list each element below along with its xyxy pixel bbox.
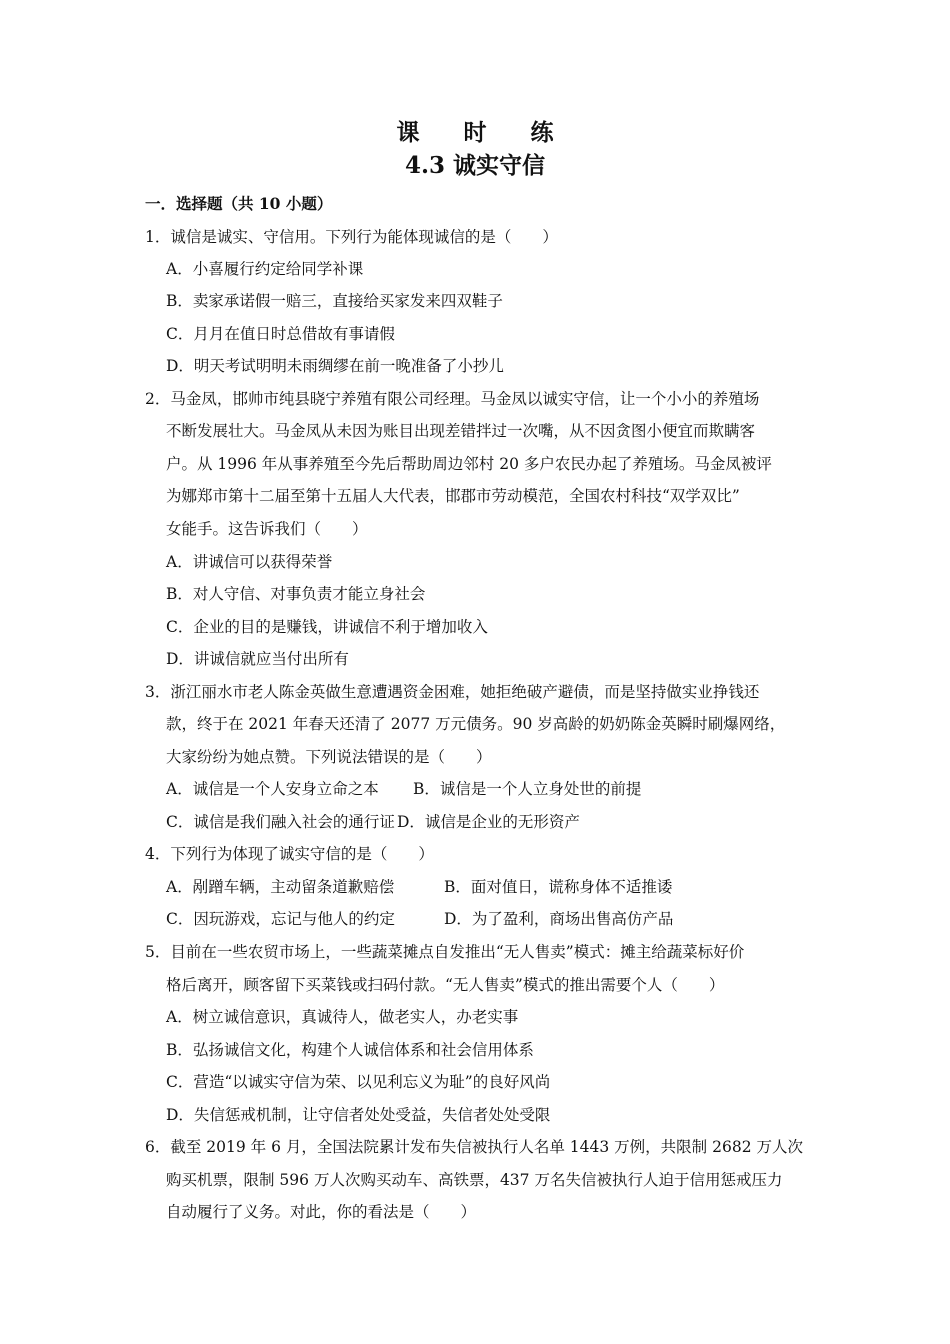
question-5-stem-line-2: 格后离开，顾客留下买菜钱或扫码付款。“无人售卖”模式的推出需要个人（ ） <box>166 976 725 994</box>
question-5-option-c: C．营造“以诚实守信为荣、以见利忘义为耻”的良好风尚 <box>166 1073 551 1091</box>
question-6-stem-line-1: 6．截至 2019 年 6 月，全国法院累计发布失信被执行人名单 1443 万例，共限制 2682 万人次 <box>145 1138 803 1156</box>
question-5-stem-line-1: 5．目前在一些农贸市场上，一些蔬菜摊点自发推出“无人售卖”模式：摊主给蔬菜标好价 <box>145 943 745 961</box>
question-2-stem-line-4: 为娜郑市第十二届至第十五届人大代表，邯郡市劳动模范，全国农村科技“双学双比” <box>166 487 740 505</box>
question-1-option-a: A．小喜履行约定给同学补课 <box>166 260 364 278</box>
question-5-option-a: A．树立诚信意识，真诚待人，做老实人，办老实事 <box>166 1008 519 1026</box>
question-1-option-b: B．卖家承诺假一赔三，直接给买家发来四双鞋子 <box>166 292 503 310</box>
question-3-option-c: C．诚信是我们融入社会的通行证 <box>166 813 395 831</box>
question-4-option-b: B．面对值日，谎称身体不适推诿 <box>444 878 673 896</box>
question-2-stem-line-1: 2．马金凤，邯帅市纯县晓宁养殖有限公司经理。马金凤以诚实守信，让一个小小的养殖场 <box>145 390 760 408</box>
question-6-stem-line-3: 自动履行了义务。对此，你的看法是（ ） <box>166 1203 477 1221</box>
question-2-stem-line-2: 不断发展壮大。马金凤从未因为账目出现差错拌过一次嘴，从不因贪图小便宜而欺瞒客 <box>166 422 756 440</box>
question-4-option-c: C．因玩游戏，忘记与他人的约定 <box>166 910 395 928</box>
question-3-stem-line-2: 款，终于在 2021 年春天还清了 2077 万元债务。90 岁高龄的奶奶陈金英瞬时刷爆网络， <box>166 715 786 733</box>
question-2-option-c: C．企业的目的是赚钱，讲诚信不利于增加收入 <box>166 618 488 636</box>
page-subtitle: 4.3 诚实守信 <box>404 152 546 179</box>
question-2-stem-line-5: 女能手。这告诉我们（ ） <box>166 520 368 538</box>
question-1-option-d: D．明天考试明明未雨绸缪在前一晚准备了小抄儿 <box>166 357 504 375</box>
question-1-stem: 1．诚信是诚实、守信用。下列行为能体现诚信的是（ ） <box>145 228 558 246</box>
question-1-option-c: C．月月在值日时总借故有事请假 <box>166 325 395 343</box>
question-4-option-a: A．剐蹭车辆，主动留条道歉赔偿 <box>166 878 395 896</box>
question-4-option-d: D．为了盈利，商场出售高仿产品 <box>444 910 674 928</box>
question-2-option-a: A．讲诚信可以获得荣誉 <box>166 553 333 571</box>
question-5-option-d: D．失信惩戒机制，让守信者处处受益，失信者处处受限 <box>166 1106 551 1124</box>
section-heading: 一．选择题（共 10 小题） <box>145 194 333 213</box>
question-2-option-d: D．讲诚信就应当付出所有 <box>166 650 349 668</box>
question-4-stem: 4．下列行为体现了诚实守信的是（ ） <box>145 845 434 863</box>
question-2-stem-line-3: 户。从 1996 年从事养殖至今先后帮助周边邻村 20 多户农民办起了养殖场。马金凤被评 <box>166 455 772 473</box>
question-3-option-a: A．诚信是一个人安身立命之本 <box>166 780 379 798</box>
page-title: 课 时 练 <box>396 119 572 146</box>
question-6-stem-line-2: 购买机票，限制 596 万人次购买动车、高铁票，437 万名失信被执行人迫于信用惩戒压力 <box>166 1171 783 1189</box>
question-3-option-d: D．诚信是企业的无形资产 <box>397 813 580 831</box>
question-3-stem-line-1: 3．浙江丽水市老人陈金英做生意遭遇资金困难，她拒绝破产避债，而是坚持做实业挣钱还 <box>145 683 760 701</box>
question-3-stem-line-3: 大家纷纷为她点赞。下列说法错误的是（ ） <box>166 748 492 766</box>
question-2-option-b: B．对人守信、对事负责才能立身社会 <box>166 585 426 603</box>
question-3-option-b: B．诚信是一个人立身处世的前提 <box>413 780 642 798</box>
question-5-option-b: B．弘扬诚信文化，构建个人诚信体系和社会信用体系 <box>166 1041 534 1059</box>
